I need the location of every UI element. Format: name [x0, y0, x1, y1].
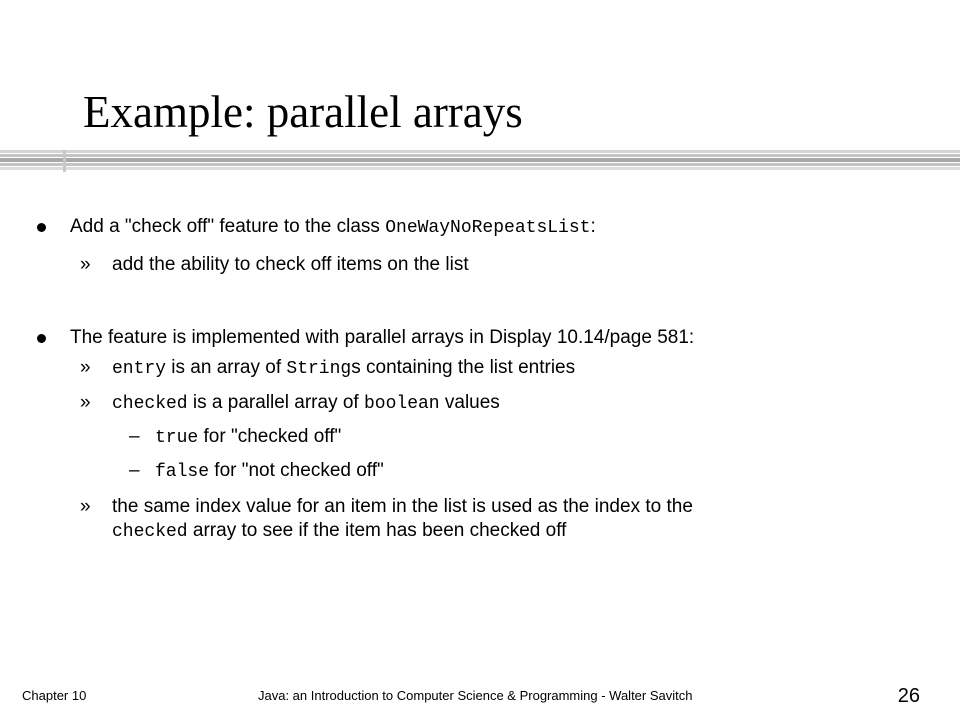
false-code: false	[155, 462, 210, 482]
sub-1-text-b: s containing the list entries	[351, 357, 576, 378]
checked-code: checked	[112, 394, 188, 414]
subsub-marker: –	[129, 460, 140, 481]
bullet-1-text: Add a "check off" feature to the class	[70, 216, 386, 237]
subsub-2-text: for "not checked off"	[209, 460, 384, 481]
bullet-dot	[37, 223, 46, 232]
sub-1-text-a: is an array of	[166, 357, 287, 378]
true-code: true	[155, 428, 199, 448]
bullet-1-sub-1: add the ability to check off items on the list	[112, 254, 469, 275]
class-name-code: OneWayNoRepeatsList	[385, 218, 591, 238]
sub-2-text-b: values	[439, 392, 500, 413]
entry-code: entry	[112, 359, 167, 379]
sub-2-text-a: is a parallel array of	[187, 392, 364, 413]
sub-marker: »	[80, 357, 91, 378]
string-code: String	[286, 359, 352, 379]
footer-course: Java: an Introduction to Computer Science & Programming - Walter Savitch	[258, 688, 693, 703]
bullet-2-subsub-2	[155, 459, 384, 484]
footer-chapter: Chapter 10	[22, 688, 87, 703]
page-number: 26	[897, 685, 920, 707]
sub-3-line-1: the same index value for an item in the list is used as the index to the	[112, 496, 693, 517]
subsub-marker: –	[129, 426, 140, 447]
bullet-1-colon: :	[590, 216, 596, 237]
sub-3-line-2: array to see if the item has been checked off	[187, 520, 567, 541]
title-underline	[0, 150, 960, 172]
checked-code: checked	[112, 522, 188, 542]
sub-marker: »	[80, 496, 91, 517]
bullet-2-sub-1	[112, 356, 575, 381]
slide-title: Example: parallel arrays	[83, 87, 523, 137]
bullet-dot	[37, 334, 46, 343]
boolean-code: boolean	[363, 394, 440, 414]
bullet-2-sub-2	[112, 391, 500, 416]
bullet-2-sub-3	[112, 495, 693, 544]
bullet-2: The feature is implemented with parallel arrays in Display 10.14/page 581:	[70, 327, 695, 348]
subsub-1-text: for "checked off"	[198, 426, 342, 447]
bullet-1	[70, 215, 596, 240]
bullet-2-subsub-1	[155, 425, 341, 450]
sub-marker: »	[80, 392, 91, 413]
sub-marker: »	[80, 254, 91, 275]
